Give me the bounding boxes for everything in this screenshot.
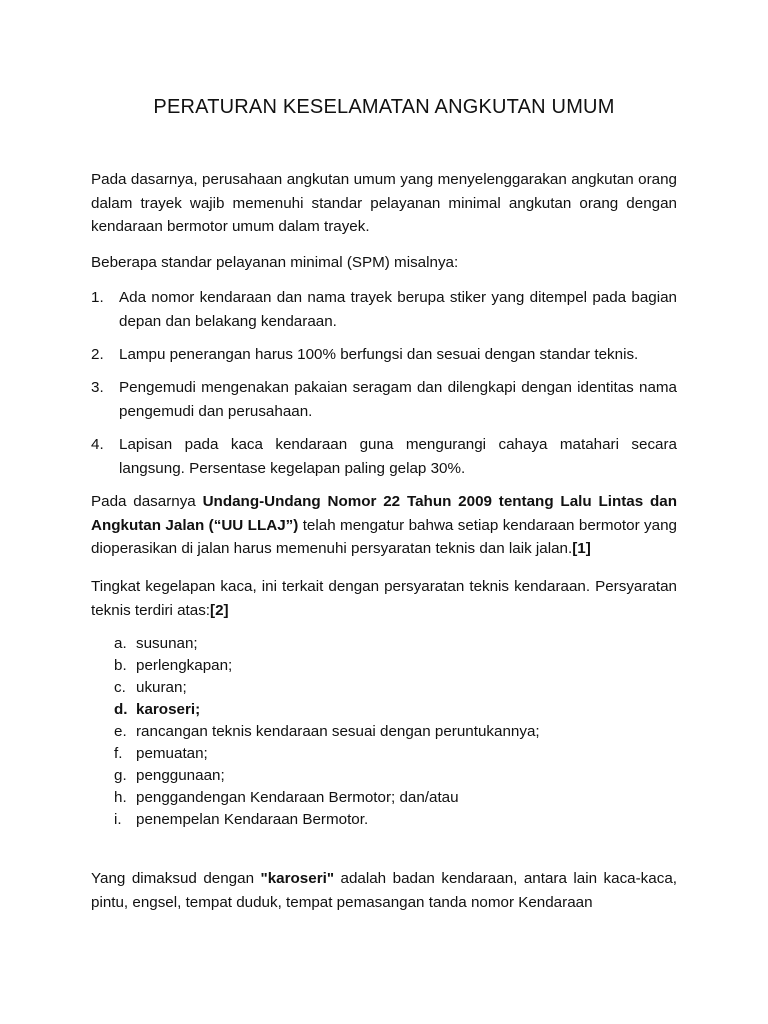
- list-item-text: perlengkapan;: [136, 657, 233, 674]
- list-item: [114, 633, 654, 655]
- law-paragraph: [91, 490, 677, 561]
- list-letter: c.: [114, 679, 126, 696]
- list-item: [114, 677, 654, 699]
- numbered-item-2: [91, 343, 677, 367]
- footnote-ref-2: [2]: [210, 601, 229, 619]
- list-item-text: penggandengan Kendaraan Bermotor; dan/atau: [136, 789, 459, 806]
- numbered-item-1: [91, 286, 677, 333]
- karoseri-term: "karoseri": [260, 870, 335, 887]
- spm-heading: Beberapa standar pelayanan minimal (SPM) misalnya:: [91, 254, 459, 271]
- list-item: [114, 699, 654, 721]
- item-number: 1.: [91, 289, 104, 306]
- list-letter: d.: [114, 701, 128, 718]
- tint-paragraph: [91, 575, 677, 622]
- list-item-text: pemuatan;: [136, 745, 208, 762]
- item-number: 4.: [91, 436, 104, 453]
- list-item-text: susunan;: [136, 635, 198, 652]
- numbered-item-3: [91, 376, 677, 423]
- tint-text: Tingkat kegelapan kaca, ini terkait dengan persyaratan teknis kendaraan. Persyaratan teknis terdiri atas:: [91, 578, 677, 619]
- list-item-text: rancangan teknis kendaraan sesuai dengan peruntukannya;: [136, 723, 540, 740]
- law-title: Undang-Undang Nomor 22 Tahun 2009 tentang Lalu Lintas dan Angkutan Jalan (“UU LLAJ”): [91, 493, 677, 534]
- item-text: Lapisan pada kaca kendaraan guna mengurangi cahaya matahari secara langsung. Persentase kegelapan paling gelap 30%.: [119, 436, 677, 477]
- document-title: PERATURAN KESELAMATAN ANGKUTAN UMUM: [153, 96, 615, 118]
- item-number: 2.: [91, 346, 104, 363]
- list-letter: g.: [114, 767, 127, 784]
- karoseri-post-text: adalah badan kendaraan, antara lain kaca-kaca, pintu, engsel, tempat duduk, tempat pemasangan tanda nomor Kendaraan: [91, 870, 677, 911]
- technical-requirements-list: [114, 633, 654, 831]
- list-letter: h.: [114, 789, 127, 806]
- item-text: Ada nomor kendaraan dan nama trayek berupa stiker yang ditempel pada bagian depan dan belakang kendaraan.: [119, 289, 677, 330]
- item-number: 3.: [91, 379, 104, 396]
- karoseri-pre-text: Yang dimaksud dengan: [91, 870, 261, 887]
- list-item: [114, 809, 654, 831]
- list-letter: i.: [114, 811, 122, 828]
- list-item: [114, 765, 654, 787]
- list-item-text: karoseri;: [136, 701, 201, 718]
- item-text: Pengemudi mengenakan pakaian seragam dan dilengkapi dengan identitas nama pengemudi dan perusahaan.: [119, 379, 677, 420]
- list-item: [114, 721, 654, 743]
- intro-paragraph: Pada dasarnya, perusahaan angkutan umum yang menyelenggarakan angkutan orang dalam trayek wajib memenuhi standar pelayanan minimal angkutan orang dengan kendaraan bermotor umum dalam trayek.: [91, 171, 677, 235]
- list-item-text: penggunaan;: [136, 767, 225, 784]
- law-post-text: telah mengatur bahwa setiap kendaraan bermotor yang dioperasikan di jalan harus memenuhi persyaratan teknis dan laik jalan.: [91, 516, 677, 557]
- item-text: Lampu penerangan harus 100% berfungsi dan sesuai dengan standar teknis.: [119, 346, 639, 363]
- list-item-text: penempelan Kendaraan Bermotor.: [136, 811, 369, 828]
- footnote-ref-1: [1]: [572, 540, 591, 557]
- list-letter: e.: [114, 723, 127, 740]
- numbered-item-4: [91, 433, 677, 480]
- list-item: [114, 655, 654, 677]
- list-item: [114, 743, 654, 765]
- karoseri-paragraph: [91, 867, 677, 914]
- list-letter: b.: [114, 657, 127, 674]
- list-item-text: ukuran;: [136, 679, 187, 696]
- list-item: [114, 787, 654, 809]
- law-pre-text: Pada dasarnya: [91, 493, 203, 510]
- list-letter: f.: [114, 745, 123, 762]
- list-letter: a.: [114, 635, 127, 652]
